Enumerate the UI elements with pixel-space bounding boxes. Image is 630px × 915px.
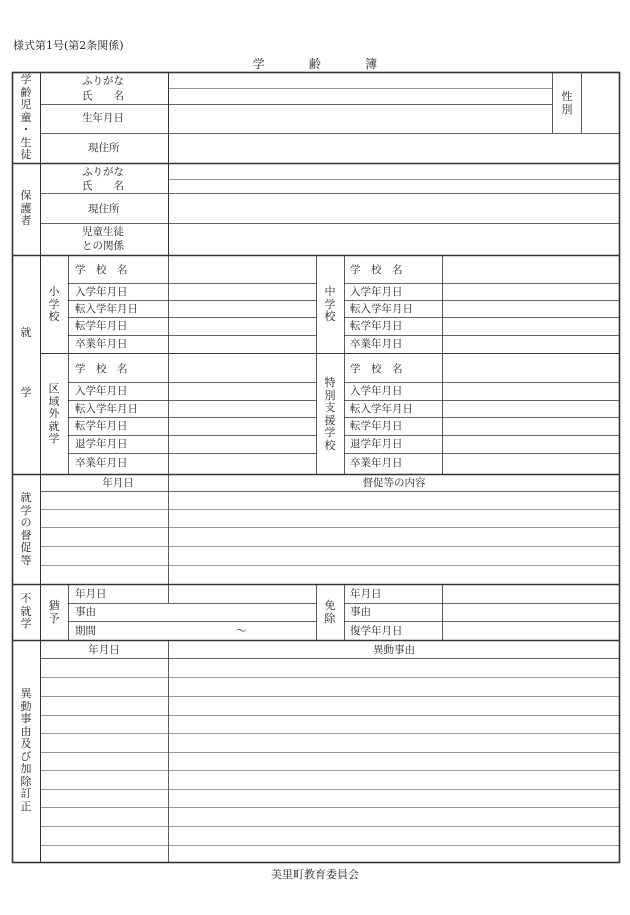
student-section-label: 学 齢 児 童 ・ 生 徒 [20, 73, 32, 161]
non-attendance-section-label: 不 就 学 [20, 592, 32, 630]
postponement-period-label: 期間 [75, 625, 96, 637]
outside-withdrawal-label: 退学年月日 [75, 438, 128, 450]
enrollment-section-label-bottom: 学 [20, 386, 32, 399]
special-withdrawal-label: 退学年月日 [350, 438, 403, 450]
title-char: 簿 [365, 57, 378, 71]
guardian-section-label: 保 護 者 [20, 189, 32, 227]
guardian-furigana-label: ふりがな [82, 166, 124, 178]
special-entry-date-label: 入学年月日 [350, 385, 403, 397]
junior-transfer-out-label: 転学年月日 [350, 320, 403, 332]
special-school-name-label: 学 校 名 [350, 363, 403, 375]
exemption-label: 免 除 [324, 599, 336, 625]
changes-reason-header: 異動事由 [373, 644, 415, 656]
outside-transfer-in-label: 転入学年月日 [75, 403, 138, 415]
outside-transfer-out-label: 転学年月日 [75, 420, 128, 432]
junior-entry-date-label: 入学年月日 [350, 286, 403, 298]
encouragement-content-header: 督促等の内容 [362, 477, 426, 489]
junior-school-name-label: 学 校 名 [350, 264, 403, 276]
encouragement-date-header: 年月日 [102, 477, 134, 489]
outside-school-name-label: 学 校 名 [75, 363, 128, 375]
outside-entry-date-label: 入学年月日 [75, 385, 128, 397]
postponement-date-label: 年月日 [75, 588, 107, 600]
elementary-school-label: 小 学 校 [48, 285, 60, 323]
elementary-transfer-out-label: 転学年月日 [75, 320, 128, 332]
enrollment-section-label-top: 就 [20, 326, 32, 339]
sex-label: 性 別 [561, 90, 573, 116]
junior-graduation-label: 卒業年月日 [350, 338, 403, 350]
postponement-reason-label: 事由 [75, 606, 96, 618]
guardian-address-label: 現住所 [88, 203, 120, 215]
student-furigana-label: ふりがな [82, 75, 124, 87]
encouragement-section-label: 就 学 の 督 促 等 [20, 491, 32, 567]
special-transfer-out-label: 転学年月日 [350, 420, 403, 432]
junior-transfer-in-label: 転入学年月日 [350, 303, 413, 315]
exemption-reason-label: 事由 [350, 606, 371, 618]
guardian-relation-line2: との関係 [82, 240, 124, 252]
guardian-relation-line1: 児童生徒 [82, 226, 124, 238]
title-char: 齢 [308, 57, 322, 71]
special-graduation-label: 卒業年月日 [350, 457, 403, 469]
student-address-label: 現住所 [88, 142, 120, 154]
outside-district-label: 区 域 外 就 学 [48, 382, 60, 445]
changes-date-header: 年月日 [88, 644, 120, 656]
return-date-label: 復学年月日 [350, 625, 403, 637]
title-char: 学 [252, 57, 265, 71]
exemption-date-label: 年月日 [350, 588, 382, 600]
special-transfer-in-label: 転入学年月日 [350, 403, 413, 415]
student-birthdate-label: 生年月日 [82, 112, 124, 124]
elementary-graduation-label: 卒業年月日 [75, 338, 128, 350]
form-number: 様式第1号(第2条関係) [13, 39, 124, 52]
outside-graduation-label: 卒業年月日 [75, 457, 128, 469]
special-support-school-label: 特 別 支 援 学 校 [324, 376, 336, 452]
elementary-transfer-in-label: 転入学年月日 [75, 303, 138, 315]
postponement-label: 猶 予 [48, 599, 60, 625]
period-tilde: ～ [236, 625, 247, 637]
student-name-label: 氏 名 [82, 90, 124, 102]
elementary-entry-date-label: 入学年月日 [75, 286, 128, 298]
issuer-footer: 美里町教育委員会 [271, 868, 359, 881]
junior-high-school-label: 中 学 校 [324, 285, 336, 323]
elementary-school-name-label: 学 校 名 [75, 264, 128, 276]
changes-section-label: 異 動 事 由 及 び 加 除 訂 正 [20, 687, 32, 813]
guardian-name-label: 氏 名 [82, 180, 124, 192]
